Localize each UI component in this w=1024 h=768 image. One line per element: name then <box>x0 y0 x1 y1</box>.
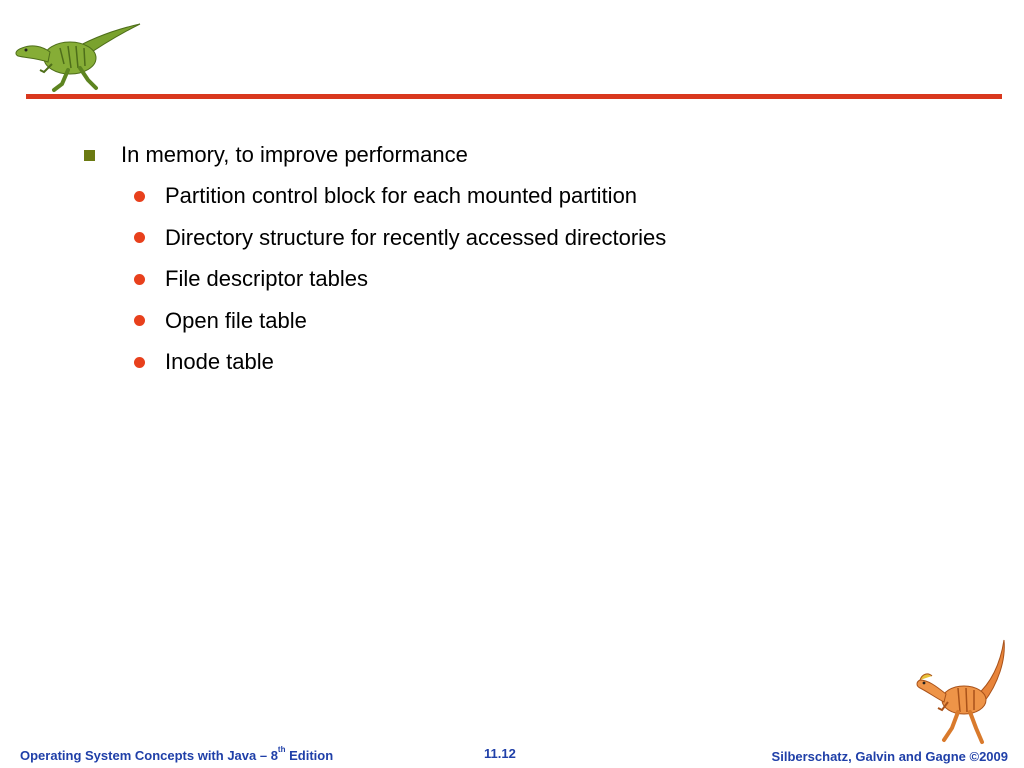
green-dinosaur-icon <box>8 18 144 94</box>
list-item <box>84 140 984 170</box>
list-item <box>84 223 984 253</box>
bullet-text: Partition control block for each mounted partition <box>165 183 638 208</box>
list-item <box>84 306 984 336</box>
orange-dinosaur-icon <box>906 636 1010 746</box>
title-rule <box>26 94 1002 99</box>
slide-number: 11.12 <box>484 746 516 761</box>
bullet-text: Open file table <box>165 307 307 333</box>
footer-book-title: Operating System Concepts with Java – 8th Edition <box>20 745 334 763</box>
round-bullet-icon <box>134 315 145 326</box>
footer <box>0 740 1024 768</box>
list-item <box>84 264 984 294</box>
list-item <box>84 347 984 377</box>
round-bullet-icon <box>134 274 145 285</box>
bullet-text: File descriptor tables <box>165 266 368 291</box>
footer-copyright: Silberschatz, Galvin and Gagne ©2009 <box>771 749 1008 764</box>
round-bullet-icon <box>134 232 145 243</box>
bullet-text: Directory structure for recently accessed directories <box>165 224 667 250</box>
bullet-text: Inode table <box>165 349 274 374</box>
square-bullet-icon <box>84 150 95 161</box>
list-item <box>84 181 984 211</box>
round-bullet-icon <box>134 191 145 202</box>
bullet-list <box>84 140 984 389</box>
bullet-text: In memory, to improve performance <box>121 142 468 167</box>
round-bullet-icon <box>134 357 145 368</box>
